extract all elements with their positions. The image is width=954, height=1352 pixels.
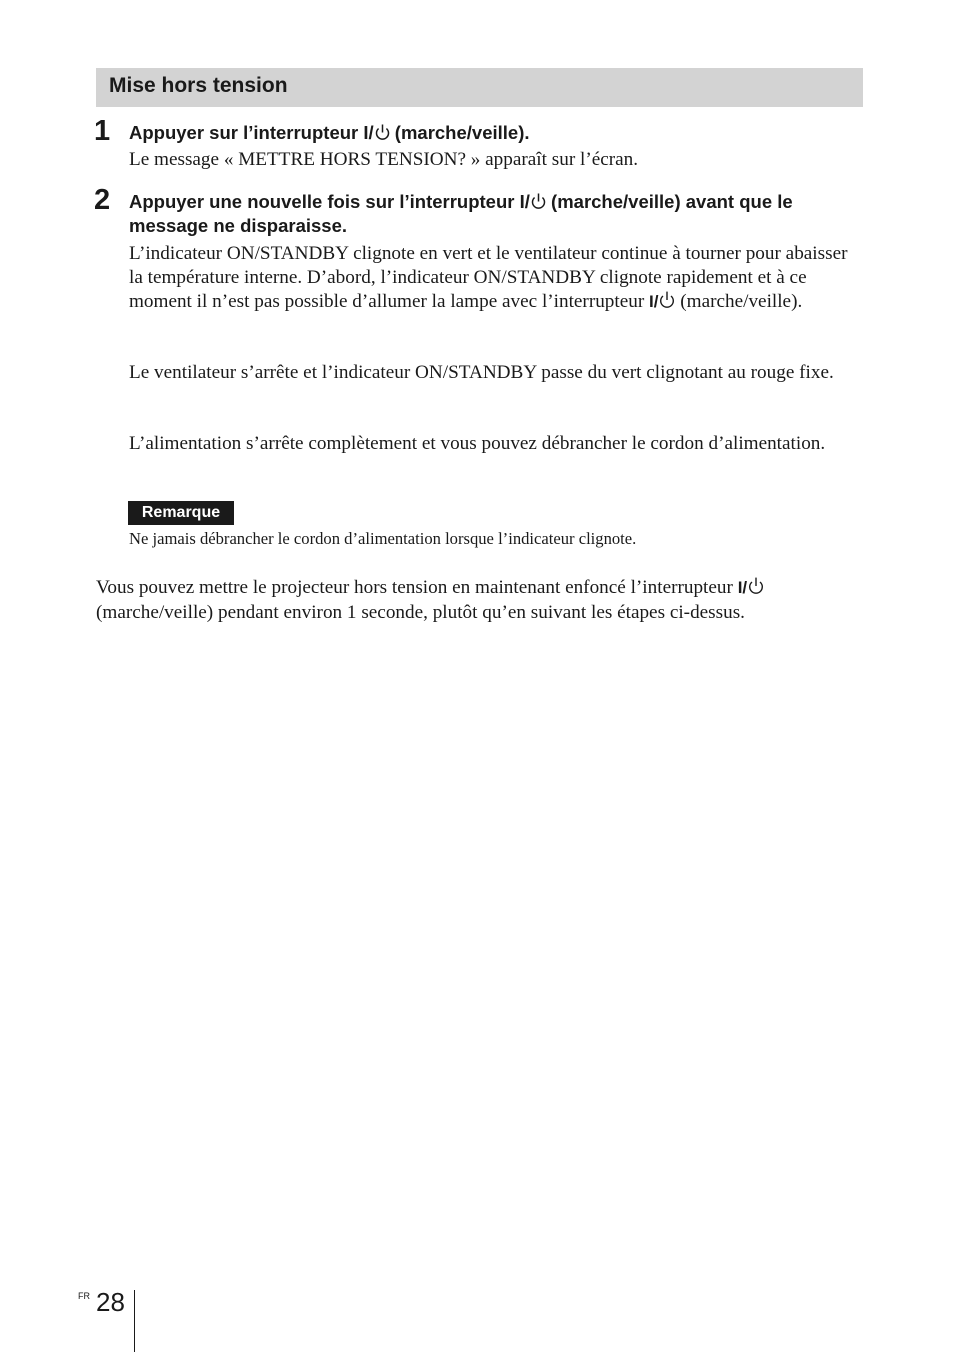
step-2-paragraph-3: L’alimentation s’arrête complètement et vous pouvez débrancher le cordon d’alimentation. xyxy=(129,433,826,454)
page-number-divider xyxy=(134,1290,135,1352)
step-2-number: 2 xyxy=(94,184,111,216)
step-1-heading-part-b: (marche/veille). xyxy=(389,122,530,143)
section-title: Mise hors tension xyxy=(109,74,288,97)
note-text: Ne jamais débrancher le cordon d’alimentation lorsque l’indicateur clignote. xyxy=(129,529,637,548)
step-2-heading-part-a: Appuyer une nouvelle fois sur l’interrupteur I/ xyxy=(129,191,530,212)
note-label-badge: Remarque xyxy=(128,501,234,525)
footer-paragraph-part-a: Vous pouvez mettre le projecteur hors tension en maintenant enfoncé l’interrupteur xyxy=(96,577,738,598)
power-standby-icon xyxy=(375,124,390,141)
step-2-paragraph-2: Le ventilateur s’arrête et l’indicateur ON/STANDBY passe du vert clignotant au rouge fixe. xyxy=(129,362,834,383)
step-1-heading xyxy=(129,121,859,145)
step-2-paragraph-1-part-a: L’indicateur ON/STANDBY clignote en vert et le ventilateur continue à tourner pour abaisser la température interne. D’abord, l’indicateur ON/STANDBY clignote rapidement et à ce moment il n’est pas possible d’allumer la lampe avec l’interrupteur xyxy=(129,243,848,312)
step-2-paragraph-1 xyxy=(129,242,864,314)
power-standby-icon xyxy=(659,291,675,309)
step-1-heading-part-a: Appuyer sur l’interrupteur I/ xyxy=(129,122,374,143)
power-standby-icon xyxy=(531,193,546,210)
power-standby-icon xyxy=(748,577,764,595)
step-2-heading-part-b: (marche/veille) avant que le message ne disparaisse. xyxy=(129,191,793,236)
footer-paragraph xyxy=(96,575,871,625)
language-code: FR xyxy=(78,1291,90,1301)
section-header-bar xyxy=(96,68,863,107)
page-number: 28 xyxy=(96,1287,125,1317)
footer-paragraph-part-b: (marche/veille) pendant environ 1 seconde, plutôt qu’en suivant les étapes ci-dessus. xyxy=(96,602,745,623)
switch-label: I/ xyxy=(649,292,659,311)
step-2-paragraph-1-part-b: (marche/veille). xyxy=(675,291,803,312)
step-2-heading xyxy=(129,190,859,238)
step-1-number: 1 xyxy=(94,115,111,147)
step-1-body: Le message « METTRE HORS TENSION? » apparaît sur l’écran. xyxy=(129,149,639,170)
switch-label: I/ xyxy=(737,578,748,597)
